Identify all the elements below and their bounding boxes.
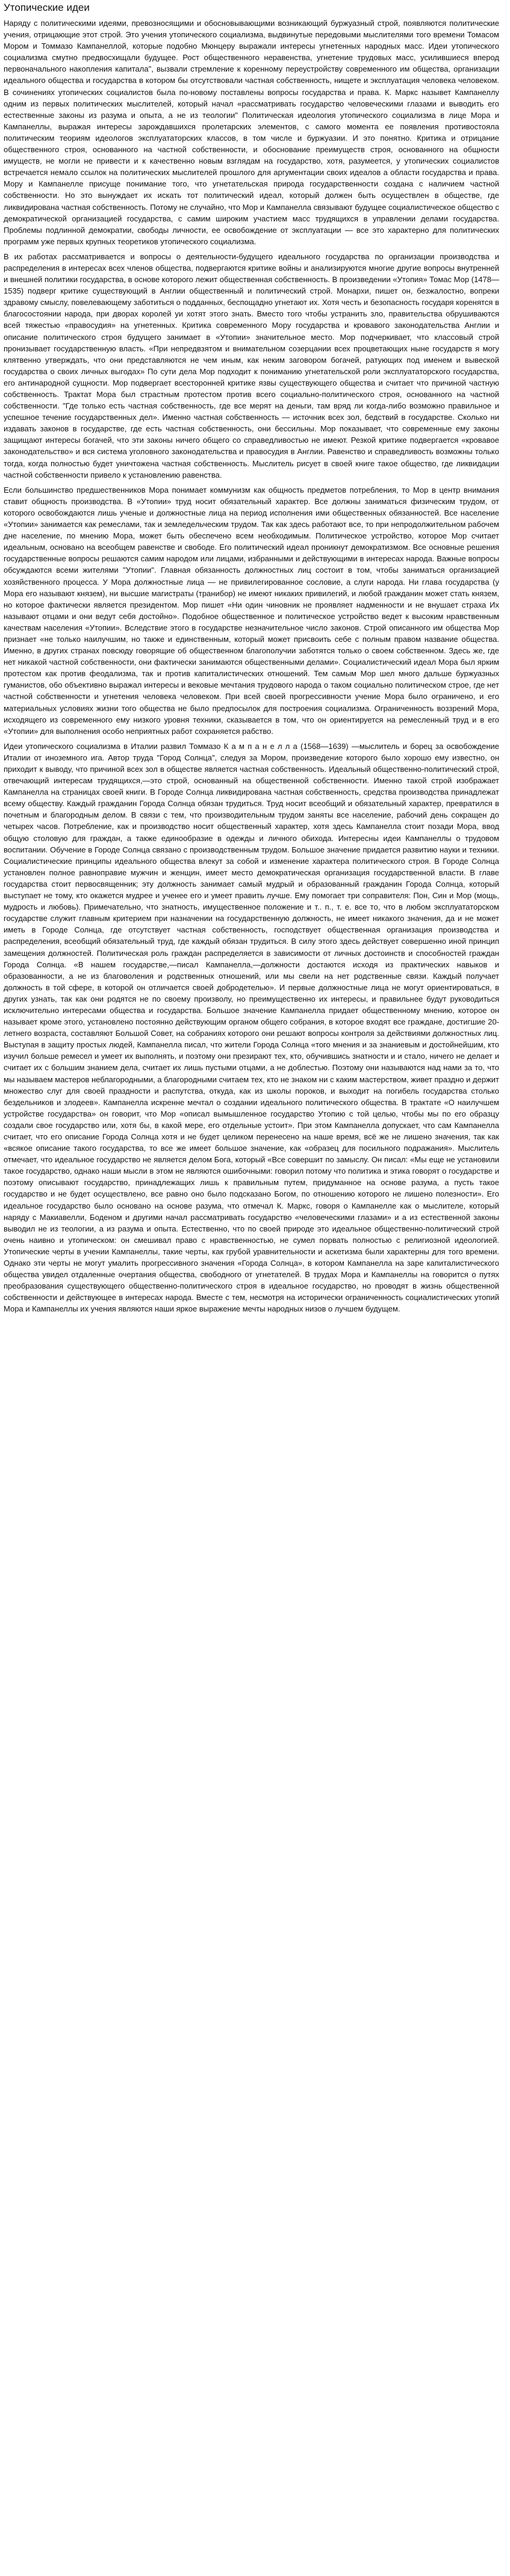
paragraph-2: В их работах рассматривается и вопросы о деятельности-будущего идеального государства по организации производства и распределения в интересах всех членов общества, подвергаются критике войны и анализируются многие другие вопросы внутренней и внешней политики государства, в основе которого лежит общественная собственность. В произведении «Утопия» Томас Мор (1478—1535) подверг критике существующий в Англии общественный и политический строй. Монархи, пишет он, безжалостно, вопреки здравому смыслу, повелевающему заботиться о подданных, беспощадно угнетают их. Хотя честь и безопасность государя коренятся в благосостоянии народа, при дворах королей уи хотят этого знать. Вместо того чтобы устранить зло, правительства обрушиваются всей тяжестью «правосудия» на угнетенных. Критика современного Мору государства и кровавого законодательства Англии и описание политического строя будущего занимает в «Утопии» значительное место. Мор подчеркивает, что классовый строй пронизывает государственную власть. «При непредвзятом и внимательном созерцании всех процветающих ныне государств я могу клятвенно утверждать, что они представляются не чем иным, как неким заговором богачей, ратующих под именем и вывеской государства о своих личных выгодах» По сути дела Мор подходит к пониманию угнетательской роли эксплуататорского государства, его антинародной сущности. Мор подвергает всесторонней критике язвы существующего общества и считает что причиной частную собственность. Трактат Мора был страстным протестом против всего социально-политического строя, основанного на частной собственности. "Где только есть частная собственность, где все мерят на деньги, там вряд ли когда-либо возможно правильное и успешное течение государственных дел». Именно частная собственность — источник всех зол, бедствий в государстве. Сколько ни издавать законов в государстве, где есть частная собственность, они бессильны. Мор показывает, что современные ему законы защищают интересы богачей, что эти законы ничего общего со справедливостью не имеют. Резкой критике подвергается «кровавое законодательство» и вся система уголовного законодательства и правосудия в Англии. Равенство и справедливость возможны только тогда, когда полностью будет уничтожена частная собственность. Мыслитель рисует в своей книге такое общество, где ликвидации частной собственности привело к установлению равенства. — [4, 251, 499, 479]
paragraph-4: Идеи утопического социализма в Италии развил Томмазо К а м п а н е л л а (1568—1639) —мыслитель и борец за освобождение Италии от иноземного ига. Автор труда "Город Солнца", следуя за Мором, произведение которого было хорошо ему известно, он приходит к выводу, что причиной всех зол в обществе является частная собственность. Идеальный общественно-политический строй, отвечающий интересам трудящихся,—это строй, основанный на общественной собственности. Именно такой строй изображает Кампанелла на страницах своей книги. В Городе Солнца ликвидирована частная собственность, средства производства принадлежат всему обществу. Каждый гражданин Города Солнца обязан трудиться. Труд носит всеобщий и обязательный характер, превратился в почетным и благородным делом. В связи с тем, что производительным трудом заняты все население, рабочий день сокращен до четырех часов. Потребление, как и производство носит общественный характер, хотя здесь Кампанелла стоит позади Мора, ввод общую столовую для граждан, а также единообразие в одежды и личного обихода. Интересны идеи Кампанеллы о трудовом воспитании. Обучение в Городе Солнца связано с производственным трудом. Большое значение придается развитию науки и техники. Социалистические принципы идеального общества влекут за собой и изменение характера политического строя. В Городе Солнца установлен полное равноправие мужчин и женщин, имеет место демократическая организация государственной власти. В главе государства стоит первосвященник; эту должность занимает самый мудрый и образованный гражданин Города Солнца, который выступает не тому, кто окажется мудрее и ученее его и умеет править лучше. Ему помогает три соправителя: Пон, Син и Мор (мощь, мудрость и любовь). Примечательно, что знатность, имущественное положение и т.. п., т. е. все то, что в любом эксплуататорском государстве служит главным критерием при назначении на государственную должность, не имеет никакого значения, да и не может иметь в Городе Солнца, где отсутствует частная собственность, господствует общественная организация производства и распределения, всеобщий обязательный труд, где каждый обязан трудиться. В силу этого здесь действует совершенно иной принцип замещения должностей. Политическая роль граждан распределяется в зависимости от личных достоинств и способностей граждан Города Солнца. «В нашем государстве,—писал Кампанелла,—должности достаются исходя из практических навыков и образованности, а не из благоволения и родственных отношений, или мы свели на нет родственные связи. Каждый получает должность в той сфере, в которой он отличается своей добродетелью». И первые должностные лица не могут ориентироваться, в других узнать, так как они родятся не по своему произволу, но преимущественно их интересы, и правильнее будут руководиться исключительно интересами общества и государства. Большое значение Кампанелла придает общественному мнению, которое он называет кроме этого, установлено постоянно действующим органом общего собрания, в которое входят все граждане, достигшие 20-летнего возраста, составляют Большой Совет, на собраниях которого они решают вопросы контроля за действиями должностных лиц. Выступая в защиту простых людей, Кампанелла писал, что жители Города Солнца «того мнения и за знаниевым и достойнейшим, кто изучил больше ремесел и умеет их выполнять, и поэтому они презирают тех, кто, обучившись знатности и и стало, ничего не делает и считает их с большим знанием дела, считает их лишь пустыми отцами, а не доблестью. Поэтому они называются над нами за то, что мы называем мастеров неблагородными, а благородными считаем тех, кто не знаком ни с каким мастерством, живет праздно и держит множество слуг для своей праздности и распутства, откуда, как из школы пороков, и выходит на погибель государства столько бездельников и злодеев». Кампанелла искренне мечтал о создании идеального политического общества. В трактате «О наилучшем устройстве государства» он говорит, что Мор «описал вымышленное государство Утопию с той целью, чтобы мы по его образцу создали свое государство или, хотя бы, в какой мере, его отдельные устоит». При этом Кампанелла допускает, что сам Кампанелла считает, что его описание Города Солнца хотя и не будет целиком перенесено на наше время, всё же не лишено значения, так как «всякое описание такого государства, то все же имеет большое значение, как «образец для посильного подражания». Мыслитель отмечает, что идеальное государство не является делом Бога, который «Все совершит по замыслу. Он писал: «Мы еще не установили такое государство, однако наши мысли в этом не являются ошибочными: говорил потому что политика и этика говорят о государстве и поэтому описывают государство, принадлежащих лишь к правильным путем, придуманное на основе разума, а пусть такое государство и не будет осуществлено, все равно оно было подсказано Богом, по отношению которого не лишено полезности». Его идеальное государство было основано на основе разума, что отмечал К. Маркс, говоря о Кампанелле как о мыслителе, который наряду с Макиавелли, Боденом и другими начал рассматривать государство «человеческими глазами» и а из естественной законы выводил не из теологии, а из разума и опыта. Естественно, что по своей природе это идеальное общественно-политический строй очень наивно и утопическом: он смешивал право с нравственностью, не сумел порвать полностью с религиозной идеологией. Утопические черты в учении Кампанеллы, такие черты, как грубой уравнительности и аскетизма были характерны для того времени. Однако эти черты не могут умалить прогрессивного значения «Города Солнца», в котором Кампанелла на заре капиталистического общества увидел отдаленные очертания общества, свободного от угнетателей. В трудах Мора и Кампанеллы на говорится о путях преобразования существующего общественно-политического строя в идеальное государство, но проводят в жизнь общественной собственности и действующее в интересах народа. Вместе с тем, несмотря на исторически ограниченность социалистических утопий Мора и Кампанеллы их учения являются наши яркое выражение мечты народных низов о лучшем будущем. — [4, 741, 499, 1314]
paragraph-1: Наряду с политическими идеями, превозносящими и обосновывающими возникающий буржуазный строй, появляются политические учения, отрицающие этот строй. Это учения утопического социализма, выдвинутые передовыми мыслителями того времени Томасом Мором и Томмазо Кампанеллой, которые подобно Мюнцеру выражали интересы угнетенных народных масс. Идеи утопического социализма смутно предвосхищали будущее. Рост общественного неравенства, угнетение трудовых масс, усилившиеся вперод первоначального накопления капитала", вызвали стремление к коренному переустройству современного им общества, организации идеального общества и государства в котором бы отсутствовали частная собственность, нищете и эксплуатация человека человеком. В сочинениях утопических социалистов была по-новому поставлены вопросы государства и права. К. Маркс назывет Кампанеллу одним из первых политических мыслителей, который начал «рассматривать государство человеческими глазами и выводить его естественные законы из разума и опыта, а не из теологии" Политическая идеология утопического социализма в лице Мора и Кампанеллы, выражая интересы зарождавшихся пролетарских элементов, с самого момента ее появления противостояла политическим теориям идеологов эксплуататорских классов, в том числе и буржуазии. И это понятно. Критика и отрицание общественного строя, основанного на частной собственности, и обоснование преимуществ строя, основанного на общности имуществ, не могли не привести и к качественно новым взглядам на государство, хотя, разумеется, у утопических социалистов встречается немало ссылок на политических мыслителей прошлого для аргументации своих идеалов а области государства и права. Мору и Кампанелле присуще понимание того, что угнетательская природа государственности создана с наличием частной собственности. Но это вынуждает их искать тот политический идеал, который должен быть осуществлен в обществе, где ликвидирована частная собственность. Потому не случайно, что Мор и Кампанелла связывают будущее социалистическое общество с демократической организацией государства, с самим широким участием масс трудящихся в управлении делами государства. Проблемы подлинной демократии, свободы личности, ее освобождение от эксплуатации — все это характерно для политических программ уже первых крупных теоретиков утопического социализма. — [4, 19, 499, 246]
page-title: Утопические идеи — [4, 2, 90, 13]
paragraph-3: Если большинство предшественников Мора понимает коммунизм как общность предметов потребления, то Мор в центр внимания ставит общность производства. В «Утопии» труд носит обязательный характер. Все должны заниматься физическим трудом, от которого освобождаются лишь ученые и должностные лица на период исполнения ими общественных обязанностей. Все население «Утопии» занимается как ремеслами, так и земледельческим трудом. Так как здесь работают все, то при непродолжительном рабочем дне население, по мнению Мора, может быть обеспечено всем необходимым. Политическое устройство, которое Мор считает идеальным, основано на всеобщем равенстве и свободе. Его политический идеал проникнут демократизмом. Все основные решения государственные вопросы решаются самим народом или лицами, избранными и действующими в интересах народа. Важные вопросы обсуждаются всеми жителями "Утопии". Главная обязанность должностных лиц состоит в том, чтобы заниматься организацией хозяйственного процесса. У Мора должностные лица — не привилегированное сословие, а слуги народа. Ни глава государства (у Мора его называют князем), ни высшие магистраты (транибор) не имеют никаких привилегий, и любой гражданин может стать князем, но которое фактически является президентом. Мор пишет «Ни один чиновник не проявляет надменности и не внушает страха Их называют отцами и они ведут себя достойно». Подобное общественное и политическое устройство ведет к высоким нравственным качествам населения «Утопии». Вследствие этого в государстве незначительное число законов. Строй описанного им общества Мор признает «не только наилучшим, но также и единственным, который может присвоить себе с полным правом название общества. Именно, в других странах повсюду говорящие об общественном благополучии заботятся только о своем собственном. Здесь же, где нет никакой частной собственности, они фактически занимаются общественными делами». Социалистический идеал Мора был ярким протестом как против феодализма, так и против капиталистических отношений. Тем самым Мор шел много дальше буржуазных гуманистов, обо объективно выражал интересы и вековые мечтания трудового народа о таком социально политическом строе, где нет частной собственности и угнетения человека человеком. При всей своей прогрессивности учение Мора было ограничено, и его материальных условиях жизни того общества не было предпосылок для построения социализма. Ограниченность воззрений Мора, исходящего из современного ему низкого уровня техники, сказывается в том, что он ориентируется на ремесленный труд и в его «Утопии» для выполнения особо неприятных работ сохраняется рабство. — [4, 485, 499, 736]
